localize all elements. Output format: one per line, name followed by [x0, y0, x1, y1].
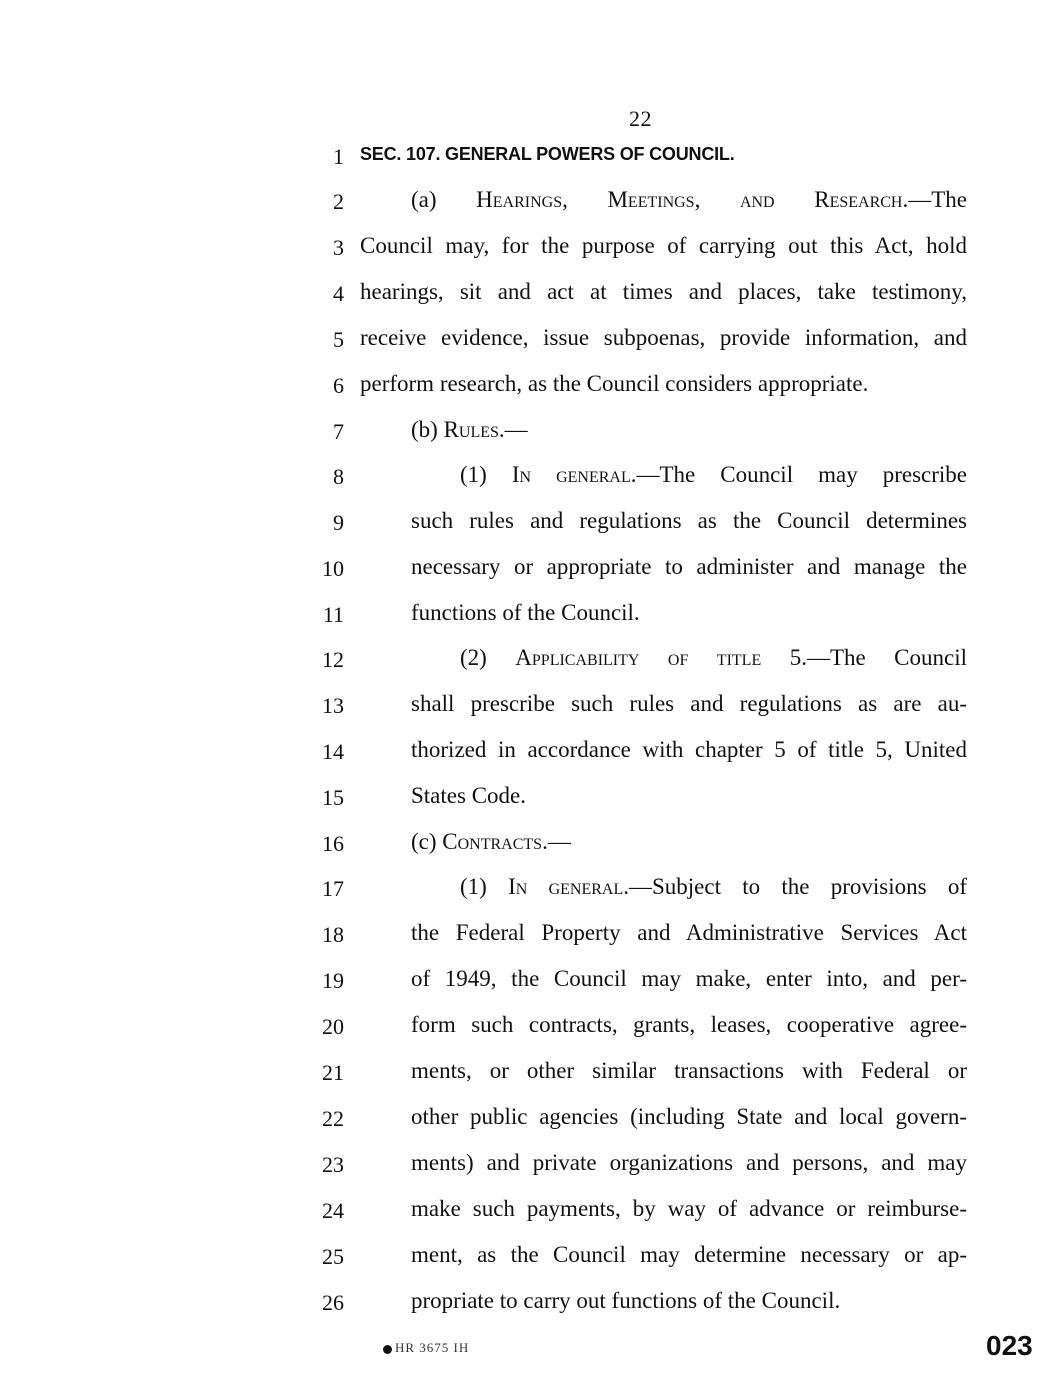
text-line: Council may, for the purpose of carrying out this Act, hold [360, 233, 967, 258]
text-line: perform research, as the Council considers appropriate. [360, 371, 869, 396]
subsection-heading: (b) Rules.— [411, 417, 528, 442]
text-line: form such contracts, grants, leases, cooperative agree- [411, 1012, 967, 1037]
line-number: 2 [333, 189, 344, 214]
line-number: 19 [322, 968, 344, 993]
subsection-heading: (a) Hearings, Meetings, and Research.—The [411, 187, 967, 212]
line-number: 6 [333, 373, 344, 398]
paragraph-heading: (1) In general.—The Council may prescribe [460, 462, 967, 487]
document-stamp-number: 023 [986, 1330, 1033, 1361]
line-number: 15 [322, 785, 344, 810]
text-line: functions of the Council. [411, 600, 640, 625]
text-line: other public agencies (including State and local govern- [411, 1104, 967, 1129]
line-number: 14 [322, 739, 344, 764]
text-line: such rules and regulations as the Council determines [411, 508, 967, 533]
text-line: the Federal Property and Administrative Services Act [411, 920, 967, 945]
text-line: propriate to carry out functions of the Council. [411, 1288, 841, 1313]
text-line: of 1949, the Council may make, enter into, and per- [411, 966, 967, 991]
line-number: 8 [333, 464, 344, 489]
bullet-icon [383, 1345, 392, 1354]
line-number: 1 [333, 144, 344, 169]
line-number: 21 [322, 1060, 344, 1085]
line-number: 3 [333, 235, 344, 260]
line-number: 26 [322, 1290, 344, 1315]
line-number: 9 [333, 510, 344, 535]
text-line: shall prescribe such rules and regulations as are au- [411, 691, 967, 716]
line-number: 10 [322, 556, 344, 581]
line-number: 25 [322, 1244, 344, 1269]
line-number: 4 [333, 281, 344, 306]
line-number: 5 [333, 327, 344, 352]
text-line: necessary or appropriate to administer and manage the [411, 554, 967, 579]
line-number: 20 [322, 1014, 344, 1039]
line-number: 18 [322, 922, 344, 947]
text-line: ments, or other similar transactions with Federal or [411, 1058, 967, 1083]
text-line: hearings, sit and act at times and places, take testimony, [360, 279, 967, 304]
subsection-heading: (c) Contracts.— [411, 829, 571, 854]
line-number: 12 [322, 647, 344, 672]
line-number: 17 [322, 876, 344, 901]
text-line: States Code. [411, 783, 526, 808]
text-line: ment, as the Council may determine necessary or ap- [411, 1242, 967, 1267]
paragraph-heading: (1) In general.—Subject to the provisions of [460, 874, 968, 899]
text-line: ments) and private organizations and persons, and may [411, 1150, 967, 1175]
line-number: 16 [322, 831, 344, 856]
text-line: make such payments, by way of advance or reimburse- [411, 1196, 967, 1221]
line-number: 7 [333, 419, 344, 444]
line-number: 11 [322, 602, 344, 627]
paragraph-heading: (2) Applicability of title 5.—The Council [460, 645, 967, 670]
line-number: 22 [322, 1106, 344, 1131]
text-line: thorized in accordance with chapter 5 of title 5, United [411, 737, 967, 762]
page-number: 22 [629, 106, 652, 131]
section-heading: SEC. 107. GENERAL POWERS OF COUNCIL. [360, 144, 735, 164]
line-number: 24 [322, 1198, 344, 1223]
line-number: 13 [322, 693, 344, 718]
bill-identifier: HR 3675 IH [383, 1340, 469, 1356]
text-line: receive evidence, issue subpoenas, provide information, and [360, 325, 967, 350]
line-number: 23 [322, 1152, 344, 1177]
